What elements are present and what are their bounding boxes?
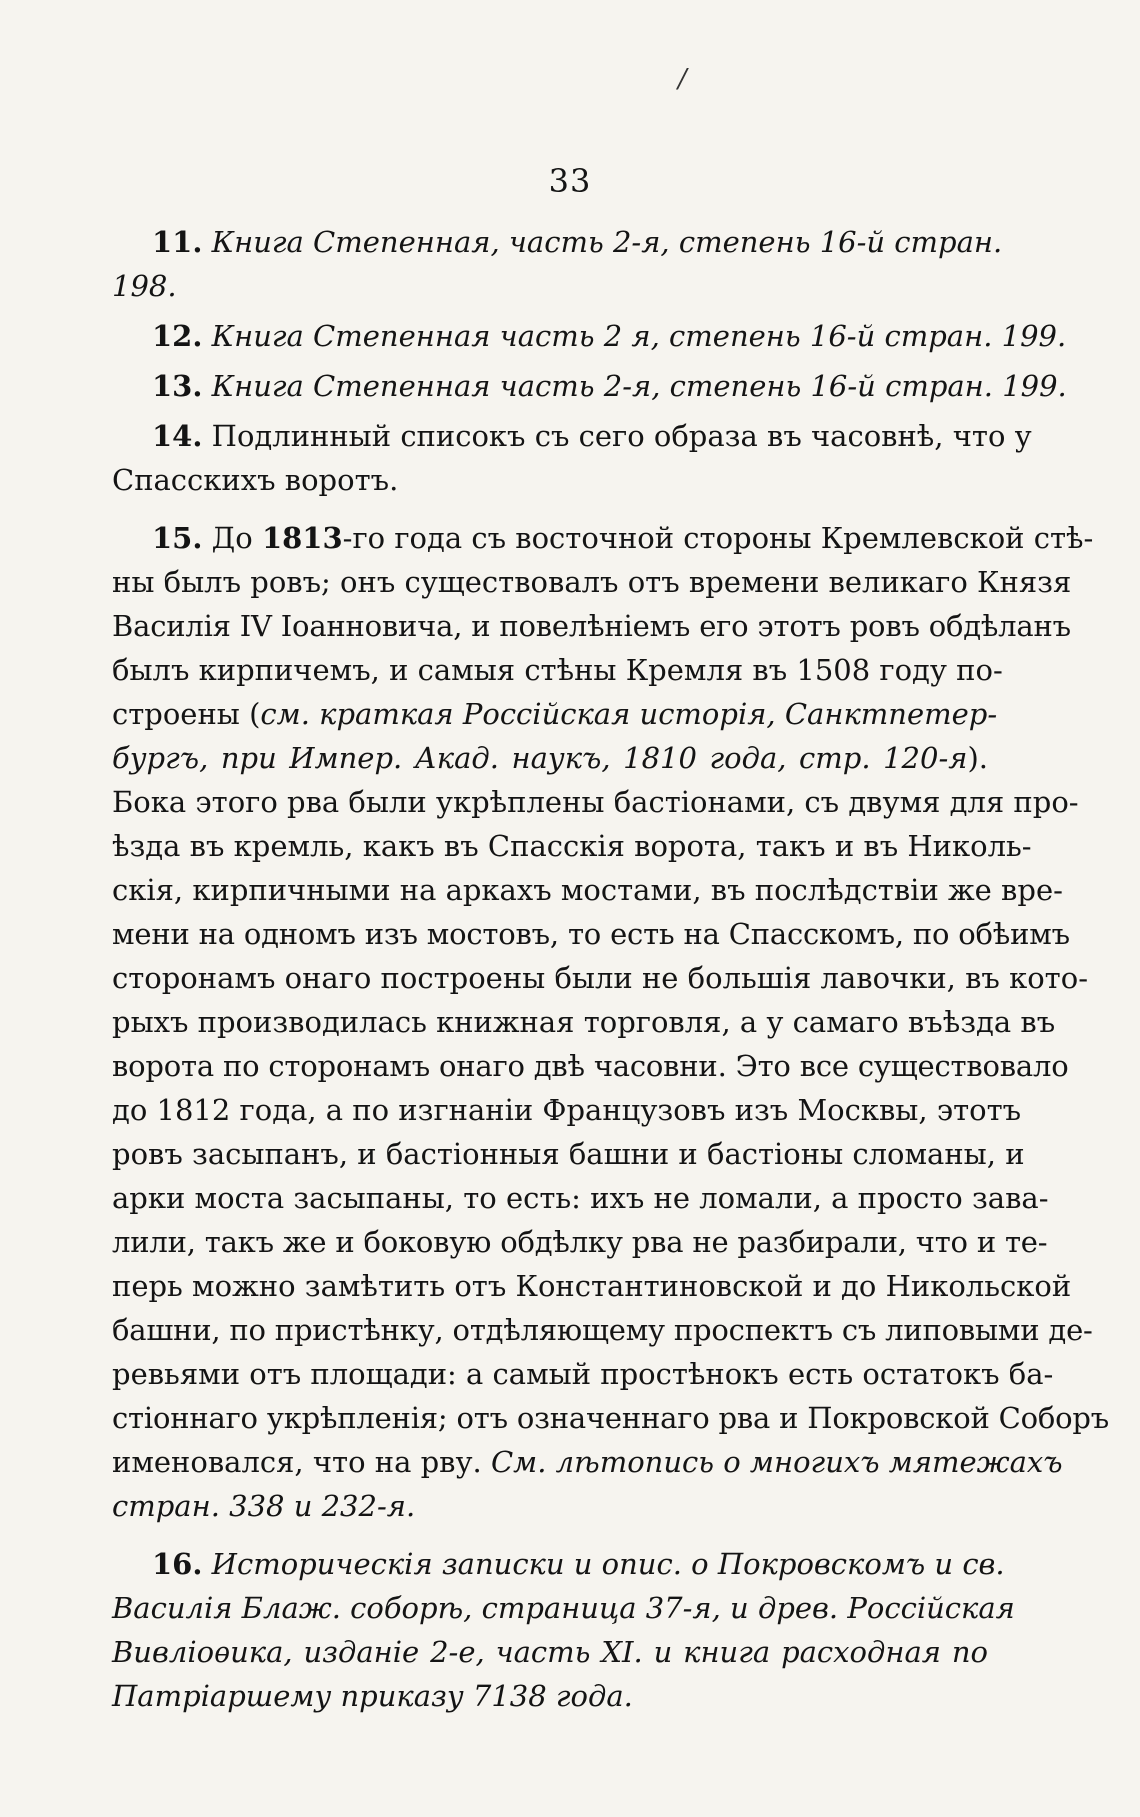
note-12: [112, 314, 1067, 358]
note-line: Бока этого рва были укрѣплены бастіонами, съ двумя для про-: [112, 785, 1079, 819]
note-line: ревьями отъ площади: а самый простѣнокъ есть остатокъ ба-: [112, 1357, 1054, 1391]
note-line: 16. Историческія записки и опис. о Покровскомъ и св.: [152, 1547, 1005, 1581]
note-13: [112, 364, 1067, 408]
note-11: [112, 220, 1003, 308]
note-line: бургъ, при Импер. Акад. наукъ, 1810 года, стр. 120-я).: [112, 741, 988, 775]
page-number: 33: [548, 162, 592, 200]
note-line: Спасскихъ воротъ.: [112, 463, 399, 497]
note-line: Патріаршему приказу 7138 года.: [112, 1679, 633, 1713]
note-line: до 1812 года, а по изгнаніи Французовъ изъ Москвы, этотъ: [112, 1093, 1022, 1127]
note-line: скія, кирпичными на аркахъ мостами, въ послѣдствіи же вре-: [112, 873, 1063, 907]
note-line: 198.: [112, 269, 177, 303]
note-line: сторонамъ онаго построены были не большія лавочки, въ кото-: [112, 961, 1088, 995]
note-line: стран. 338 и 232-я.: [112, 1489, 416, 1523]
note-line: 13. Книга Степенная часть 2-я, степень 16-й стран. 199.: [152, 369, 1067, 403]
note-15: [112, 516, 1110, 1528]
note-line: былъ кирпичемъ, и самыя стѣны Кремля въ 1508 году по-: [112, 653, 1003, 687]
note-14: [112, 414, 1032, 502]
note-line: башни, по пристѣнку, отдѣляющему проспектъ съ липовыми де-: [112, 1313, 1093, 1347]
margin-mark: /: [678, 64, 687, 94]
note-line: арки моста засыпаны, то есть: ихъ не ломали, а просто зава-: [112, 1181, 1049, 1215]
note-line: 12. Книга Степенная часть 2 я, степень 16-й стран. 199.: [152, 319, 1067, 353]
note-line: ѣзда въ кремль, какъ въ Спасскія ворота, такъ и въ Николь-: [112, 829, 1032, 863]
note-line: 11. Книга Степенная, часть 2-я, степень 16-й стран.: [152, 225, 1003, 259]
note-line: Вивліоѳика, изданіе 2-е, часть XI. и книга расходная по: [112, 1635, 988, 1669]
note-line: именовался, что на рву. См. лѣтопись о многихъ мятежахъ: [112, 1445, 1063, 1479]
note-line: ворота по сторонамъ онаго двѣ часовни. Это все существовало: [112, 1049, 1069, 1083]
note-16: [112, 1542, 1015, 1718]
note-line: мени на одномъ изъ мостовъ, то есть на Спасскомъ, по обѣимъ: [112, 917, 1070, 951]
note-line: строены (см. краткая Россійская исторія, Санктпетер-: [112, 697, 998, 731]
note-line: 15. До 1813-го года съ восточной стороны Кремлевской стѣ-: [152, 521, 1094, 555]
note-line: Василія IV Іоанновича, и повелѣніемъ его этотъ ровъ обдѣланъ: [112, 609, 1071, 643]
note-line: лили, такъ же и боковую обдѣлку рва не разбирали, что и те-: [112, 1225, 1048, 1259]
note-line: Василія Блаж. соборѣ, страница 37-я, и древ. Россійская: [112, 1591, 1015, 1625]
note-line: стіоннаго укрѣпленія; отъ означеннаго рва и Покровской Соборъ: [112, 1401, 1110, 1435]
note-line: ны былъ ровъ; онъ существовалъ отъ времени великаго Князя: [112, 565, 1072, 599]
note-line: перь можно замѣтить отъ Константиновской и до Никольской: [112, 1269, 1072, 1303]
note-line: рыхъ производилась книжная торговля, а у самаго въѣзда въ: [112, 1005, 1056, 1039]
note-line: 14. Подлинный списокъ съ сего образа въ часовнѣ, что у: [152, 419, 1032, 453]
notes-body: [112, 220, 1110, 1718]
note-line: ровъ засыпанъ, и бастіонныя башни и бастіоны сломаны, и: [112, 1137, 1025, 1171]
